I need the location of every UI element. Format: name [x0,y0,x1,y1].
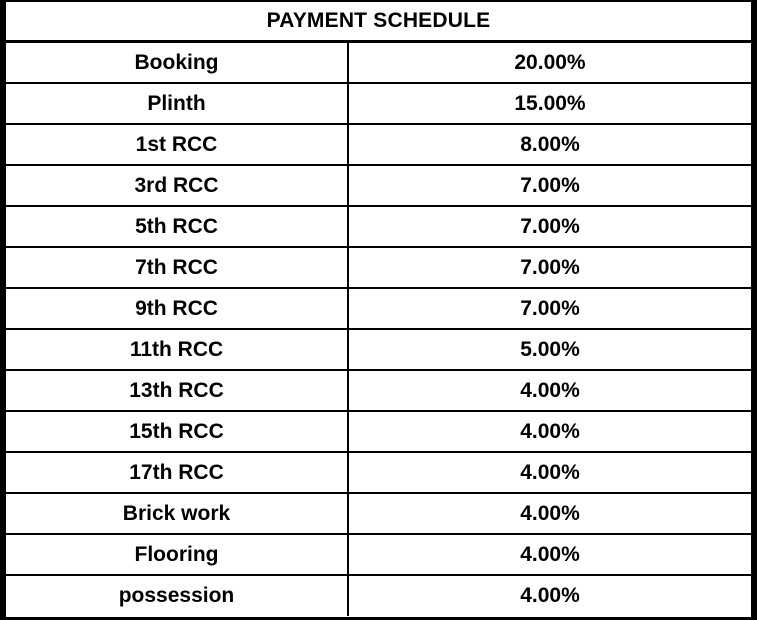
table-row [6,207,751,248]
stage-cell: 15th RCC [6,412,349,451]
percent-cell: 7.00% [520,255,580,279]
stage-cell: 7th RCC [6,248,349,287]
stage-cell: 11th RCC [6,330,349,369]
percent-cell: 4.00% [520,542,580,566]
table-row [6,576,751,616]
stage-cell: 17th RCC [6,453,349,492]
stage-cell: 9th RCC [6,289,349,328]
percent-cell: 5.00% [520,337,580,361]
percent-cell: 7.00% [520,173,580,197]
stage-cell: Flooring [6,535,349,574]
percent-cell: 7.00% [520,214,580,238]
table-row [6,248,751,289]
stage-cell: Brick work [6,494,349,533]
table-row [6,125,751,166]
table-row [6,43,751,84]
table-row [6,453,751,494]
table-row [6,84,751,125]
percent-cell: 4.00% [520,584,580,607]
table-row [6,371,751,412]
stage-cell: 5th RCC [6,207,349,246]
percent-cell: 4.00% [520,460,580,484]
table-row [6,330,751,371]
table-row [6,535,751,576]
stage-cell: possession [6,576,349,616]
table-row [6,289,751,330]
table-row [6,166,751,207]
table-row [6,494,751,535]
percent-cell: 15.00% [514,91,586,115]
percent-cell: 4.00% [520,378,580,402]
percent-cell: 4.00% [520,419,580,443]
percent-cell: 4.00% [520,501,580,525]
percent-cell: 7.00% [520,296,580,320]
stage-cell: 13th RCC [6,371,349,410]
stage-cell: 3rd RCC [6,166,349,205]
stage-cell: Plinth [6,84,349,123]
table-row [6,412,751,453]
stage-cell: 1st RCC [6,125,349,164]
table-body [6,43,751,616]
percent-cell: 8.00% [520,132,580,156]
percent-cell: 20.00% [514,50,586,74]
table-title: PAYMENT SCHEDULE [6,2,751,43]
stage-cell: Booking [6,43,349,82]
